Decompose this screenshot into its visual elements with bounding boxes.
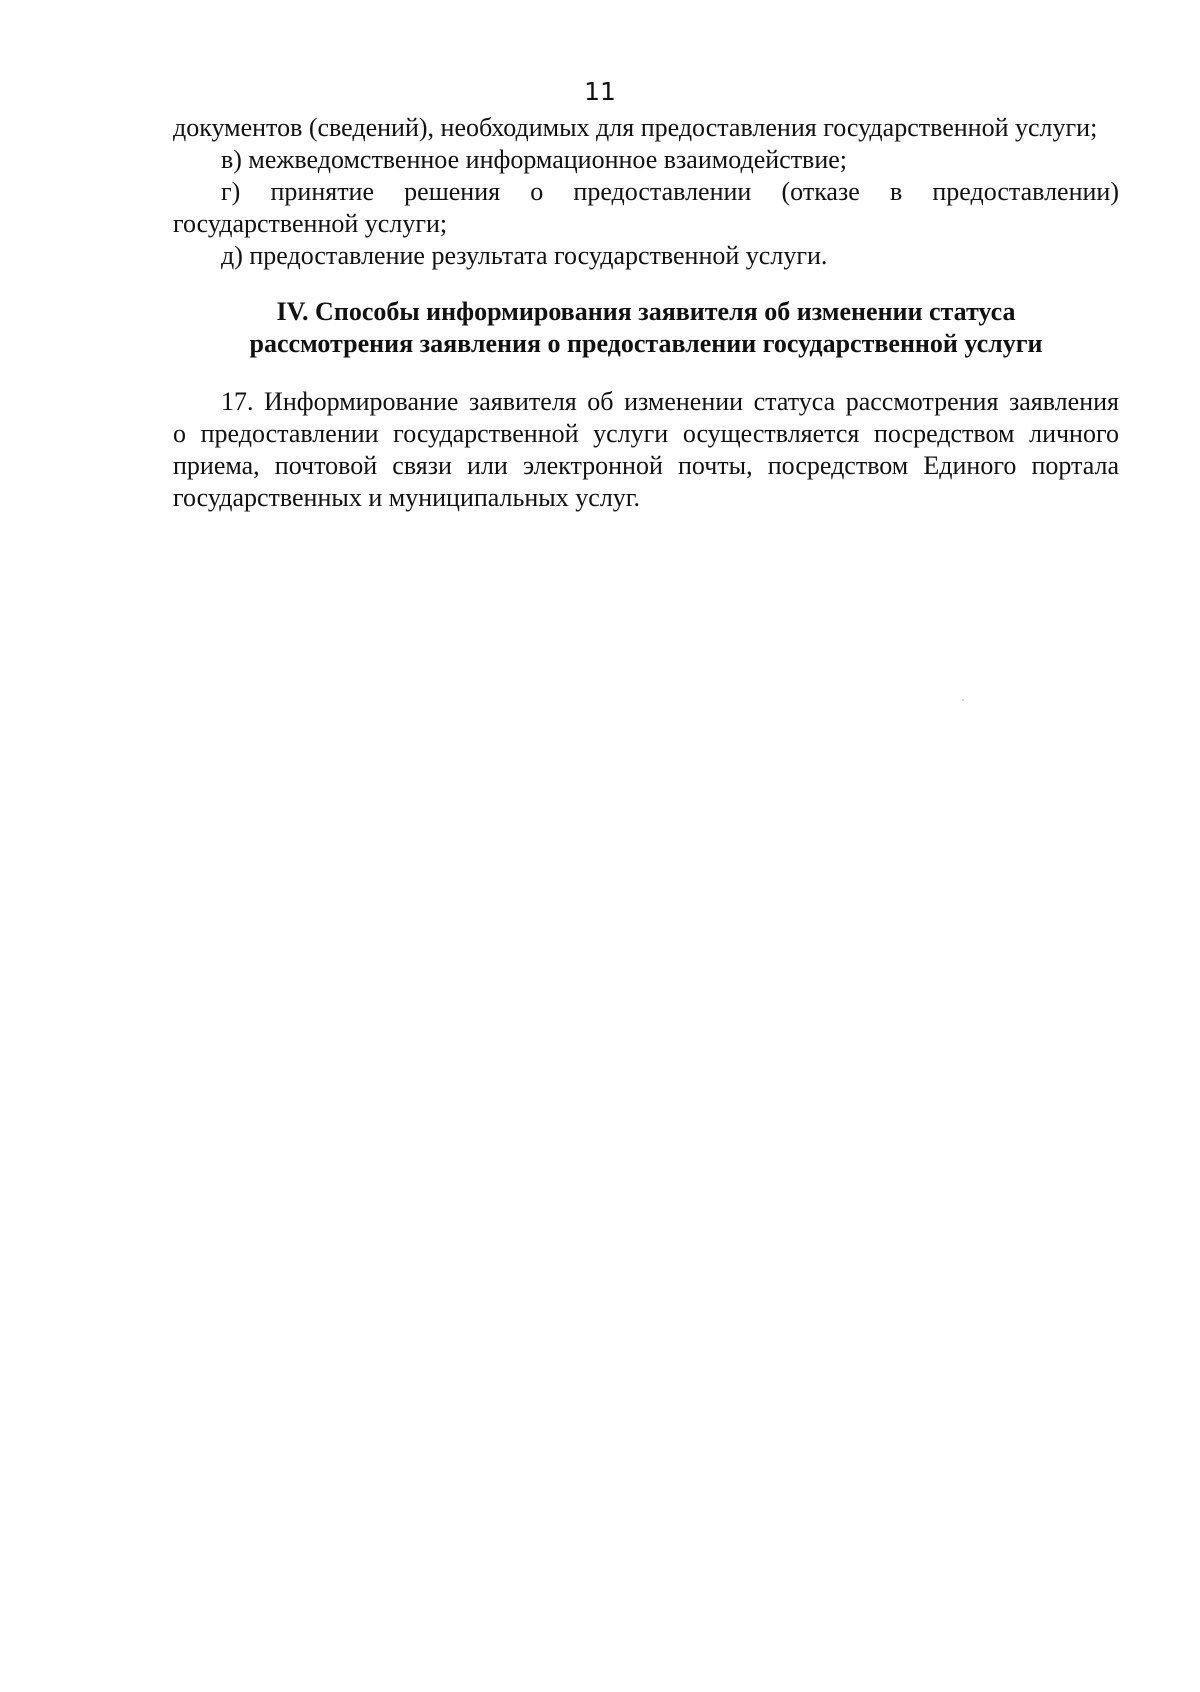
list-item-v: в) межведомственное информационное взаимодействие; — [221, 145, 848, 174]
list-item-d: д) предоставление результата государственной услуги. — [221, 241, 828, 270]
continuation-line: документов (сведений), необходимых для предоставления государственной услуги; — [173, 113, 1098, 142]
scan-speck — [962, 699, 964, 701]
paragraph-17-line1: 17. Информирование заявителя об изменении статуса рассмотрения заявления — [221, 387, 1119, 416]
paragraph-17 — [173, 386, 1119, 514]
paragraph-17-line4: государственных и муниципальных услуг. — [173, 483, 641, 512]
section-heading — [173, 296, 1119, 360]
list-item-g-line2: государственной услуги; — [173, 209, 448, 238]
page-number: 11 — [584, 77, 616, 106]
paragraph-17-line3: приема, почтовой связи или электронной почты, посредством Единого портала — [173, 451, 1119, 480]
paragraph-17-line2: о предоставлении государственной услуги осуществляется посредством личного — [173, 419, 1119, 448]
list-continuation — [173, 112, 1119, 272]
section-heading-line1: IV. Способы информирования заявителя об изменении статуса — [276, 297, 1016, 326]
section-heading-line2: рассмотрения заявления о предоставлении государственной услуги — [249, 329, 1043, 358]
list-item-g-line1: г) принятие решения о предоставлении (отказе в предоставлении) — [221, 177, 1119, 206]
